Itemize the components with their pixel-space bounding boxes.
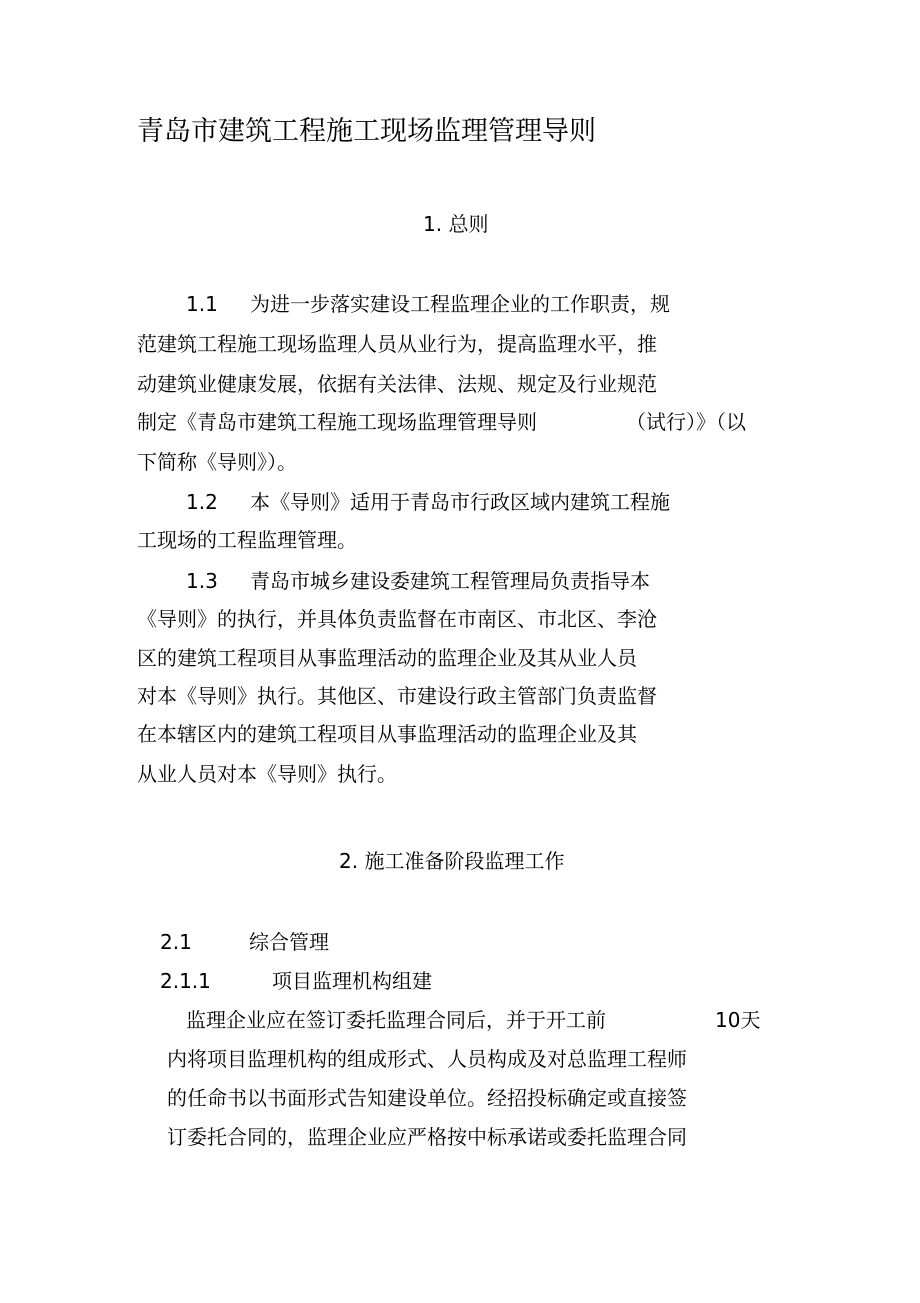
clause-1-2-line-2: 工现场的工程监理管理。 [137,528,357,552]
clause-1-1-number: 1.1 [186,292,218,316]
clause-1-1-line-4b: （试行）》（以 [626,410,746,434]
clause-1-1-line-2: 范建筑工程施工现场监理人员从业行为，提高监理水平，推 [137,332,657,356]
section-2-heading: 2. 施工准备阶段监理工作 [339,849,565,873]
clause-1-1-line-4a: 制定《青岛市建筑工程施工现场监理管理导则 [137,410,537,434]
clause-1-3-line-3: 区的建筑工程项目从事监理活动的监理企业及其从业人员 [137,646,637,670]
clause-1-3-line-2: 《导则》的执行，并具体负责监督在市南区、市北区、李沧 [137,607,657,631]
clause-1-1-line-1: 为进一步落实建设工程监理企业的工作职责，规 [250,292,670,316]
subsection-2-1-1-number: 2.1.1 [160,969,211,993]
clause-1-3-line-1: 青岛市城乡建设委建筑工程管理局负责指导本 [250,569,650,593]
paragraph-2-1-1-line-2: 内将项目监理机构的组成形式、人员构成及对总监理工程师 [167,1047,687,1071]
document-title: 青岛市建筑工程施工现场监理管理导则 [137,116,596,147]
paragraph-2-1-1-line-1a: 监理企业应在签订委托监理合同后，并于开工前 [186,1008,606,1032]
clause-1-1-line-3: 动建筑业健康发展，依据有关法律、法规、规定及行业规范 [137,372,657,396]
clause-1-3-line-4: 对本《导则》执行。其他区、市建设行政主管部门负责监督 [137,684,657,708]
paragraph-2-1-1-line-4: 订委托合同的，监理企业应严格按中标承诺或委托监理合同 [167,1125,687,1149]
clause-1-3-line-5: 在本辖区内的建筑工程项目从事监理活动的监理企业及其 [137,722,637,746]
clause-1-3-line-6: 从业人员对本《导则》执行。 [137,762,397,786]
clause-1-2-number: 1.2 [186,490,218,514]
paragraph-2-1-1-line-1b: 10天 [715,1008,761,1032]
clause-1-2-line-1: 本《导则》适用于青岛市行政区域内建筑工程施 [250,490,670,514]
subsection-2-1-number: 2.1 [160,930,192,954]
clause-1-3-number: 1.3 [186,569,218,593]
paragraph-2-1-1-line-3: 的任命书以书面形式告知建设单位。经招投标确定或直接签 [167,1086,687,1110]
subsection-2-1-label: 综合管理 [249,930,329,954]
section-1-heading: 1. 总则 [423,212,489,236]
clause-1-1-line-5: 下简称《导则》）。 [137,450,297,474]
subsection-2-1-1-label: 项目监理机构组建 [272,969,432,993]
